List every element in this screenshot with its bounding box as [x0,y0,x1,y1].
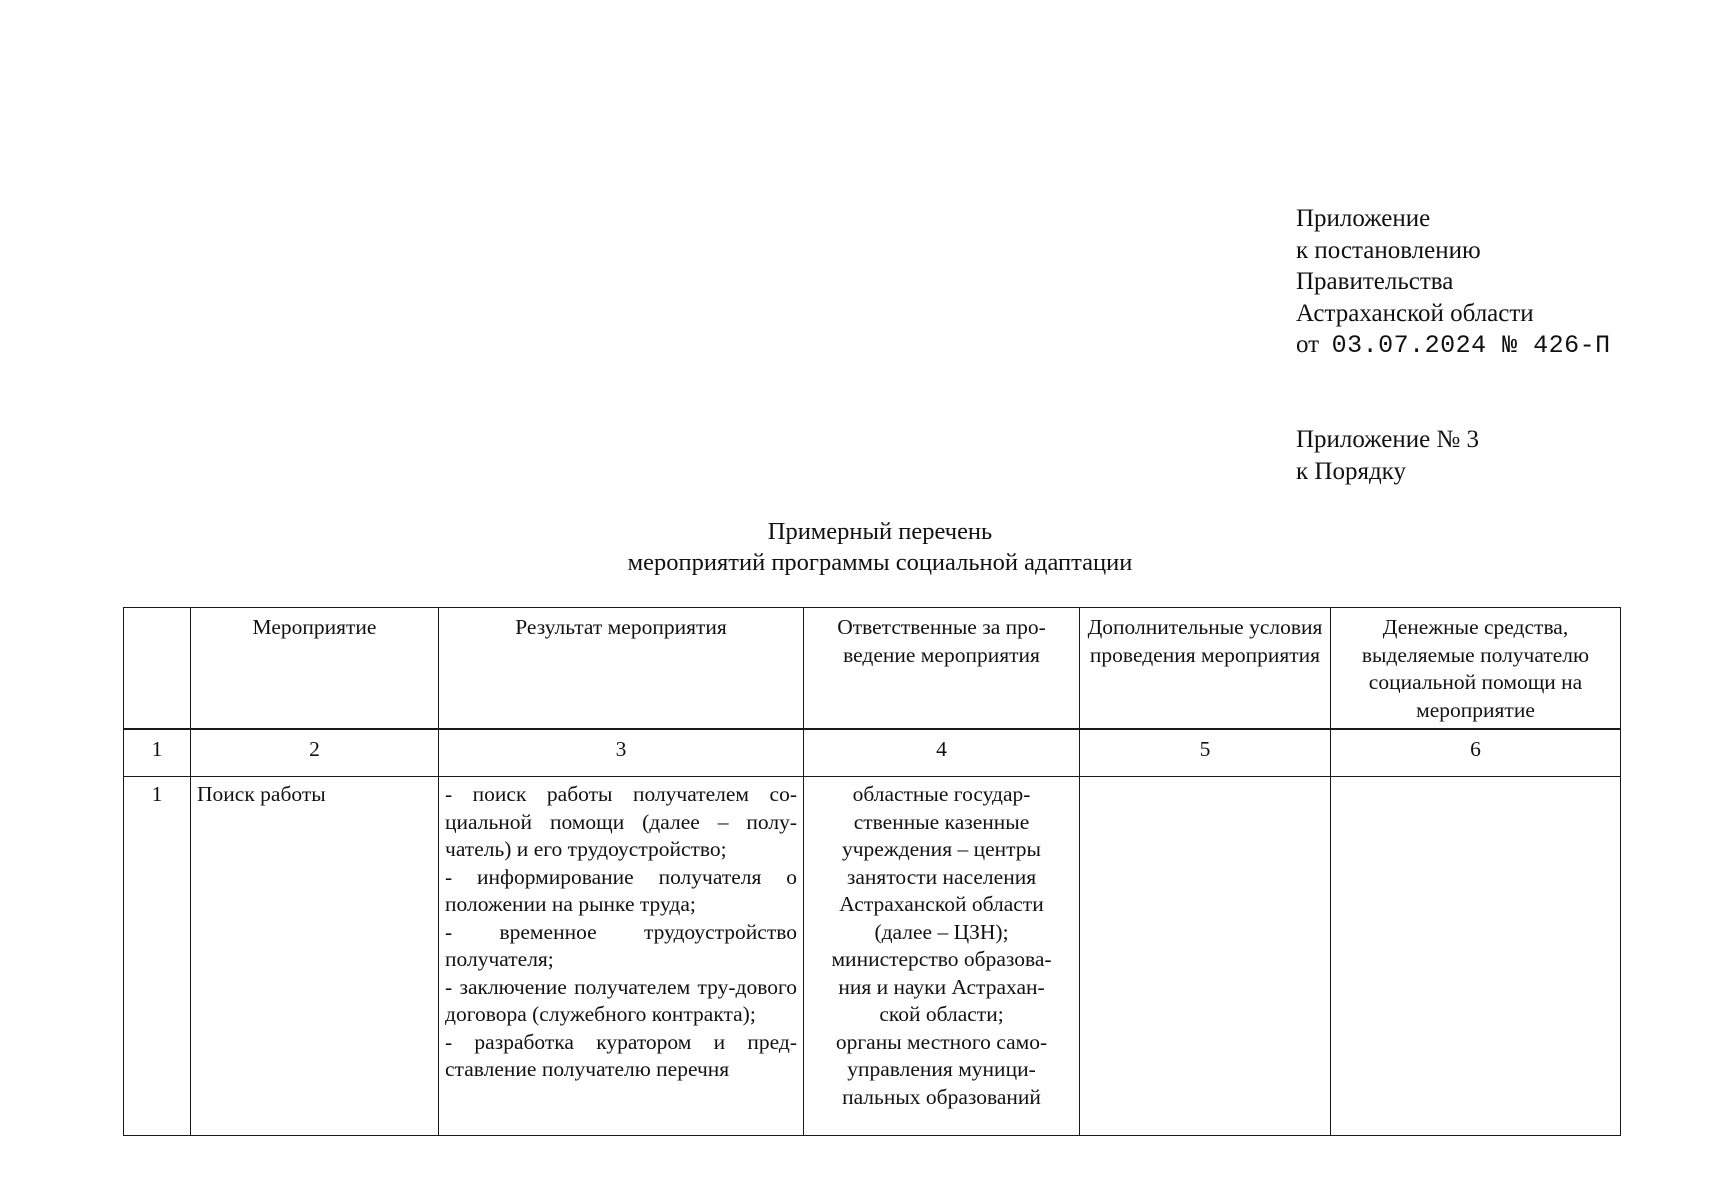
column-number: 5 [1080,729,1331,777]
column-number: 2 [191,729,439,777]
table-header-row [124,608,1621,730]
row-result [439,777,804,1136]
responsible-line: пальных образований [842,1084,1041,1109]
row-funds [1331,777,1621,1136]
responsible-line: областные государ- [852,782,1031,806]
column-numbers-row [124,729,1621,777]
title-line-2: мероприятий программы социальной адаптации [627,549,1133,576]
appendix-line-1: Приложение [1296,205,1431,232]
responsible-line: занятости населения [846,864,1037,889]
appendix-order-line-2: к Порядку [1296,457,1406,485]
appendix-header [1296,203,1611,362]
header-number [124,608,191,730]
table-row [124,777,1621,1136]
result-item: - временное трудоустройство получателя; [445,919,797,971]
result-item: - информирование получателя о положении на рынке труда; [445,864,797,916]
measures-table [123,607,1621,1136]
header-event: Мероприятие [191,608,439,730]
result-item: - заключение получателем тру-дового договора (служебного контракта); [445,974,797,1026]
appendix-order-line-1: Приложение № 3 [1296,426,1480,453]
appendix-order [1296,424,1479,487]
appendix-line-4: Астраханской области [1296,299,1534,327]
responsible-line: ния и науки Астрахан- [838,974,1045,999]
row-event: Поиск работы [191,777,439,1136]
decree-from-label: от [1296,331,1320,358]
result-item: - поиск работы получателем со-циальной помощи (далее – полу-чатель) и его трудоустройство; [445,782,797,861]
column-number: 1 [124,729,191,777]
title-line-1: Примерный перечень [767,518,993,545]
column-number: 6 [1331,729,1621,777]
result-item: - разработка куратором и пред-ставление получателю перечня [445,1029,797,1081]
appendix-line-2: к постановлению [1296,236,1481,264]
appendix-line-3: Правительства [1296,268,1454,295]
responsible-line: министерство образова- [831,947,1052,971]
responsible-line: Астраханской области [839,892,1044,916]
row-conditions [1080,777,1331,1136]
header-funds: Денежные средства, выделяемые получателю социальной помощи на мероприятие [1331,608,1621,730]
document-title [560,516,1200,578]
decree-line [1296,329,1611,362]
column-number: 4 [804,729,1080,777]
header-result: Результат мероприятия [439,608,804,730]
column-number: 3 [439,729,804,777]
responsible-line: (далее – ЦЗН); [874,919,1009,944]
responsible-line: ской области; [879,1002,1004,1026]
responsible-line: органы местного само- [835,1029,1048,1054]
responsible-line: ственные казенные [853,809,1030,834]
header-conditions: Дополнительные условия проведения мероприятия [1080,608,1331,730]
responsible-line: учреждения – центры [841,837,1041,861]
decree-ref: 03.07.2024 № 426-П [1331,331,1611,360]
responsible-line: управления муници- [847,1057,1036,1081]
row-responsible [804,777,1080,1136]
header-responsible: Ответственные за про-ведение мероприятия [804,608,1080,730]
row-number: 1 [124,777,191,1136]
